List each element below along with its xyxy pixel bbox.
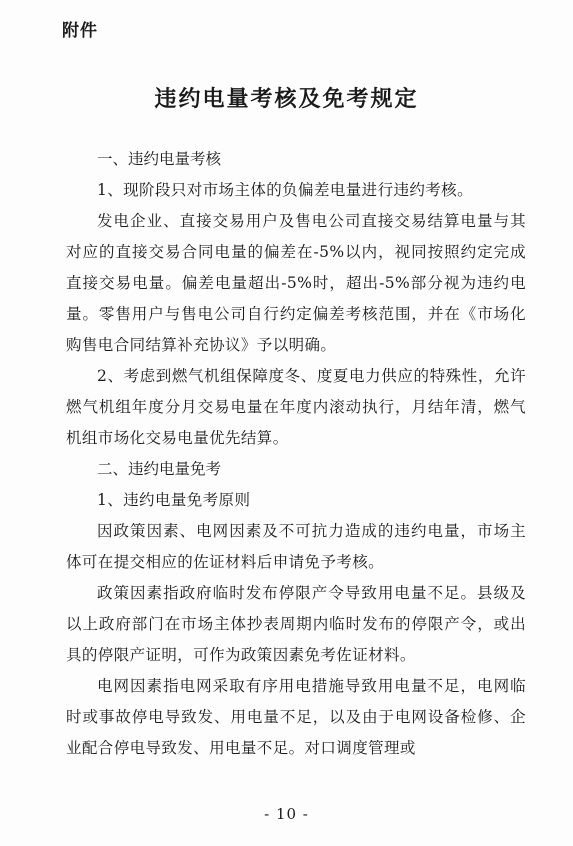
paragraph: 政策因素指政府临时发布停限产令导致用电量不足。县级及以上政府部门在市场主体抄表周期内临时发布的停限产令，或出具的停限产证明，可作为政策因素免考佐证材料。 bbox=[66, 584, 526, 664]
page-number: - 10 - bbox=[264, 805, 309, 823]
paragraph: 发电企业、直接交易用户及售电公司直接交易结算电量与其对应的直接交易合同电量的偏差在-5%以内，视同按照约定完成直接交易电量。偏差电量超出-5%时，超出-5%部分视为违约电量。零售用户与售电公司自行约定偏差考核范围，并在《市场化购售电合同结算补充协议》予以明确。 bbox=[66, 212, 526, 354]
paragraph: 1、现阶段只对市场主体的负偏差电量进行违约考核。 bbox=[97, 181, 473, 199]
document-body bbox=[66, 144, 526, 764]
paragraph: 1、违约电量免考原则 bbox=[97, 491, 251, 509]
attachment-label: 附件 bbox=[62, 21, 98, 41]
paragraph: 因政策因素、电网因素及不可抗力造成的违约电量，市场主体可在提交相应的佐证材料后申请免予考核。 bbox=[66, 522, 526, 571]
paragraph: 2、考虑到燃气机组保障度冬、度夏电力供应的特殊性，允许燃气机组年度分月交易电量在年度内滚动执行，月结年清，燃气机组市场化交易电量优先结算。 bbox=[66, 367, 526, 447]
document-title: 违约电量考核及免考规定 bbox=[154, 87, 419, 112]
section-heading-2: 二、违约电量免考 bbox=[97, 460, 222, 478]
paragraph: 电网因素指电网采取有序用电措施导致用电量不足，电网临时或事故停电导致发、用电量不足，以及由于电网设备检修、企业配合停电导致发、用电量不足。对口调度管理或 bbox=[66, 677, 526, 757]
section-heading-1: 一、违约电量考核 bbox=[97, 150, 222, 168]
